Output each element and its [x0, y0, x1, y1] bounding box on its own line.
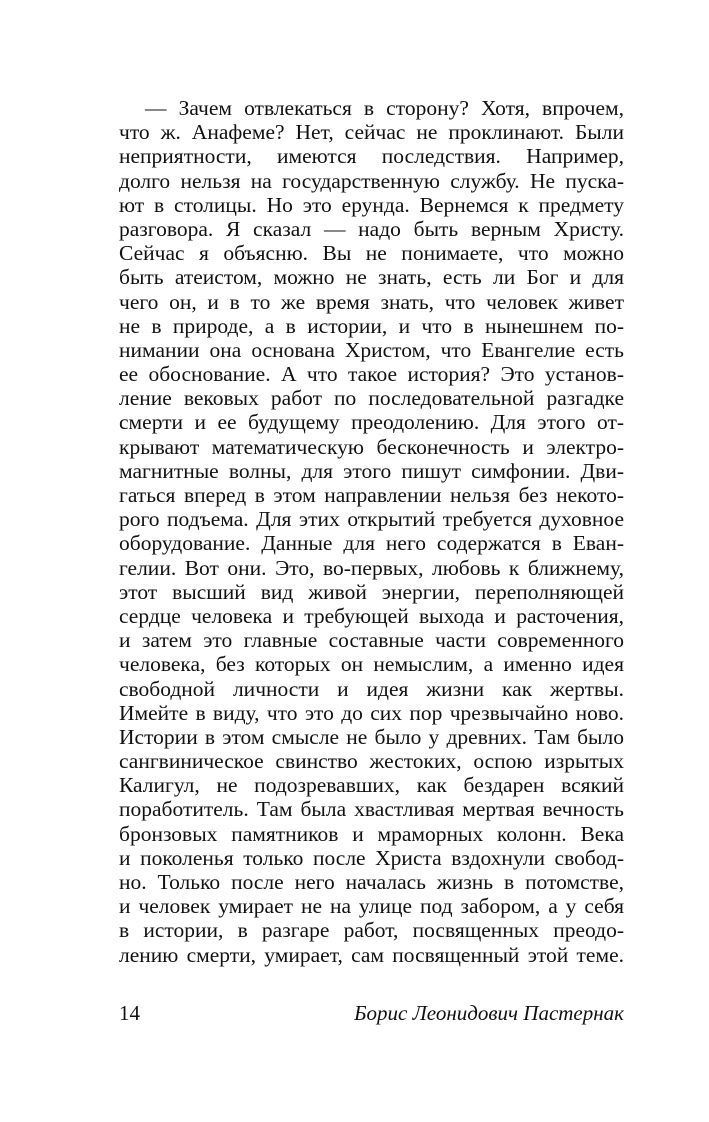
text-line: ее обоснование. А что такое история? Это установ- [119, 362, 624, 387]
text-line: гелии. Вот они. Это, во-первых, любовь к ближнему, [119, 555, 624, 580]
text-line: не в природе, а в истории, и что в нынешнем по- [119, 313, 624, 338]
text-line: гаться вперед в этом направлении нельзя без некото- [119, 483, 624, 507]
text-line: что ж. Анафеме? Нет, сейчас не проклинают. Были [119, 120, 624, 145]
text-line: этот высший вид живой энергии, переполняющей [119, 579, 624, 604]
text-line: лению смерти, умирает, сам посвященный этой теме. [119, 942, 624, 967]
text-line: неприятности, имеются последствия. Например, [119, 144, 624, 169]
text-line: человека, без которых он немыслим, а именно идея [119, 652, 624, 677]
text-line: Сейчас я объясню. Вы не понимаете, что можно [119, 241, 624, 266]
text-line: Имейте в виду, что это до сих пор чрезвычайно ново. [119, 700, 624, 725]
text-line: Калигул, не подозревавших, как бездарен всякий [119, 773, 624, 798]
text-line: ют в столицы. Но это ерунда. Вернемся к предмету [119, 192, 624, 217]
text-line: сангвиническое свинство жестоких, оспою изрытых [119, 749, 624, 774]
text-line: долго нельзя на государственную службу. Не пуска- [119, 168, 624, 193]
text-line: смерти и ее будущему преодолению. Для этого от- [119, 410, 624, 435]
text-line: сердце человека и требующей выхода и расточения, [119, 603, 624, 628]
text-line: в истории, в разгаре работ, посвященных преодо- [119, 918, 624, 943]
text-line: рого подъема. Для этих открытий требуется духовное [119, 507, 624, 532]
text-line: но. Только после него началась жизнь в потомстве, [119, 870, 624, 894]
text-line: ление вековых работ по последовательной разгадке [119, 386, 624, 411]
page-footer [119, 1000, 624, 1026]
text-line: Истории в этом смысле не было у древних. Там было [119, 724, 624, 749]
text-line: бронзовых памятников и мраморных колонн. Века [119, 821, 624, 846]
text-line: магнитные волны, для этого пишут симфонии. Дви- [119, 458, 624, 483]
text-line: свободной личности и идея жизни как жертвы. [119, 676, 624, 701]
running-title: Борис Леонидович Пастернак [354, 1001, 624, 1025]
text-line: и человек умирает не на улице под забором, а у себя [119, 894, 624, 919]
text-line: крывают математическую бесконечность и электро- [119, 434, 624, 459]
text-line: быть атеистом, можно не знать, есть ли Бог и для [119, 265, 624, 290]
text-line: — Зачем отвлекаться в сторону? Хотя, впрочем, [145, 96, 624, 120]
text-line: нимании она основана Христом, что Евангелие есть [119, 337, 624, 362]
page-number: 14 [119, 1001, 140, 1025]
text-line: и поколенья только после Христа вздохнули свобод- [119, 845, 624, 870]
text-line: чего он, и в то же время знать, что человек живет [119, 289, 624, 314]
text-line: поработитель. Там была хвастливая мертвая вечность [119, 797, 624, 822]
text-line: и затем это главные составные части современного [119, 628, 624, 653]
body-text [119, 96, 624, 967]
text-line: разговора. Я сказал — надо быть верным Христу. [119, 216, 624, 241]
text-line: оборудование. Данные для него содержатся в Еван- [119, 531, 624, 556]
